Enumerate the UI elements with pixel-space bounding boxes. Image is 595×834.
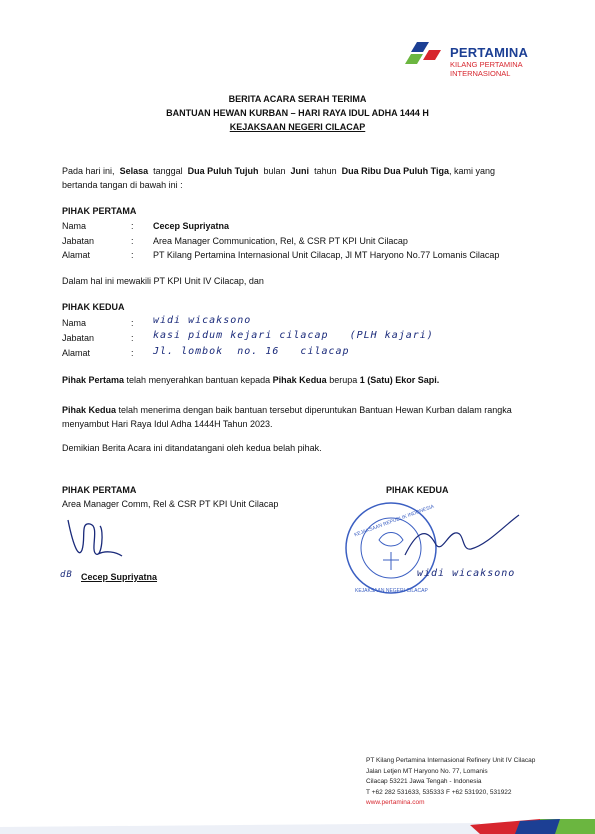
intro-text: tanggal: [153, 166, 183, 176]
stamp-top-text: KEJAKSAAN REPUBLIK INDONESIA: [353, 503, 435, 539]
s1-text: telah menyerahkan bantuan kepada: [124, 375, 273, 385]
colon: :: [131, 221, 134, 231]
pp-value-jabatan: Area Manager Communication, Rel, & CSR PT KPI Unit Cilacap: [153, 236, 408, 246]
pp-label-alamat: Alamat: [62, 250, 91, 260]
pk-label-alamat: Alamat: [62, 348, 91, 358]
logo-subtitle-line2: INTERNASIONAL: [450, 69, 511, 78]
s1-party2: Pihak Kedua: [272, 375, 327, 385]
doc-subtitle: BANTUAN HEWAN KURBAN – HARI RAYA IDUL ADHA 1444 H: [166, 108, 429, 118]
pp-value-nama: Cecep Supriyatna: [153, 221, 230, 231]
s2-party: Pihak Kedua: [62, 405, 117, 415]
footer-company: PT Kilang Pertamina Internasional Refinery Unit IV Cilacap: [366, 757, 536, 764]
intro-text: , kami yang: [448, 166, 495, 176]
pk-value-jabatan: kasi pidum kejari cilacap (PLH kajari): [153, 330, 434, 341]
stamp-bottom-text: KEJAKSAAN NEGERI CILACAP: [355, 588, 428, 594]
logo-subtitle-line1: KILANG PERTAMINA: [450, 60, 523, 69]
logo-brand: PERTAMINA: [450, 45, 529, 60]
statement-1: [62, 373, 542, 387]
pp-value-alamat: PT Kilang Pertamina Internasional Unit Cilacap, Jl MT Haryono No.77 Lomanis Cilacap: [153, 250, 500, 260]
sig-right-heading: PIHAK KEDUA: [386, 485, 449, 495]
footer-website[interactable]: www.pertamina.com: [366, 799, 425, 806]
s1-text: berupa: [326, 375, 360, 385]
logo-subtitle: [450, 60, 550, 78]
colon: :: [131, 333, 134, 343]
sig-left-title: Area Manager Comm, Rel & CSR PT KPI Unit Cilacap: [62, 499, 279, 509]
intro-month: Juni: [290, 166, 310, 176]
pihak-pertama-heading: PIHAK PERTAMA: [62, 206, 137, 216]
doc-recipient: KEJAKSAAN NEGERI CILACAP: [229, 122, 366, 132]
pk-label-jabatan: Jabatan: [62, 333, 95, 343]
doc-title: BERITA ACARA SERAH TERIMA: [228, 94, 367, 104]
colon: :: [131, 250, 134, 260]
s1-party1: Pihak Pertama: [62, 375, 125, 385]
footer-street: Jalan Letjen MT Haryono No. 77, Lomanis: [366, 767, 488, 775]
intro-text: bulan: [263, 166, 286, 176]
signature-right-icon: [395, 505, 525, 575]
intro-year: Dua Ribu Dua Puluh Tiga: [341, 166, 449, 176]
pk-label-nama: Nama: [62, 318, 87, 328]
footer-address: [366, 756, 576, 809]
sig-left-initials: dB: [60, 570, 73, 580]
represent-text: Dalam hal ini mewakili PT KPI Unit IV Cilacap, dan: [62, 276, 264, 286]
pk-value-nama: widi wicaksono: [153, 315, 252, 326]
footer-phone: T +62 282 531633, 535333 F +62 531920, 531922: [366, 788, 512, 796]
colon: :: [131, 236, 134, 246]
intro-day: Selasa: [119, 166, 149, 176]
pp-label-nama: Nama: [62, 221, 87, 231]
colon: :: [131, 348, 134, 358]
statement-2: [62, 403, 542, 431]
intro-text: tahun: [314, 166, 337, 176]
intro-line2: bertanda tangan di bawah ini :: [62, 180, 183, 190]
sig-left-name: Cecep Supriyatna: [81, 572, 158, 582]
colon: :: [131, 318, 134, 328]
s1-item: 1 (Satu) Ekor Sapi.: [359, 375, 440, 385]
intro-paragraph: [62, 164, 532, 192]
footer-color-bar: [0, 819, 595, 834]
s2-text: telah menerima dengan baik bantuan tersebut diperuntukan Bantuan Hewan Kurban dalam rangka: [116, 405, 512, 415]
footer-city: Cilacap 53221 Jawa Tengah - Indonesia: [366, 778, 482, 785]
intro-date: Dua Puluh Tujuh: [187, 166, 259, 176]
statement-3: Demikian Berita Acara ini ditandatangani oleh kedua belah pihak.: [62, 443, 322, 453]
pk-value-alamat: Jl. lombok no. 16 cilacap: [153, 346, 350, 357]
pihak-kedua-heading: PIHAK KEDUA: [62, 302, 125, 312]
sig-left-heading: PIHAK PERTAMA: [62, 485, 137, 495]
intro-text: Pada hari ini,: [62, 166, 115, 176]
pertamina-logo-icon: [403, 40, 447, 70]
sig-right-name: widi wicaksono: [417, 568, 516, 579]
pp-label-jabatan: Jabatan: [62, 236, 95, 246]
s2-line2: menyambut Hari Raya Idul Adha 1444H Tahun 2023.: [62, 419, 273, 429]
signature-left-icon: [60, 510, 130, 570]
